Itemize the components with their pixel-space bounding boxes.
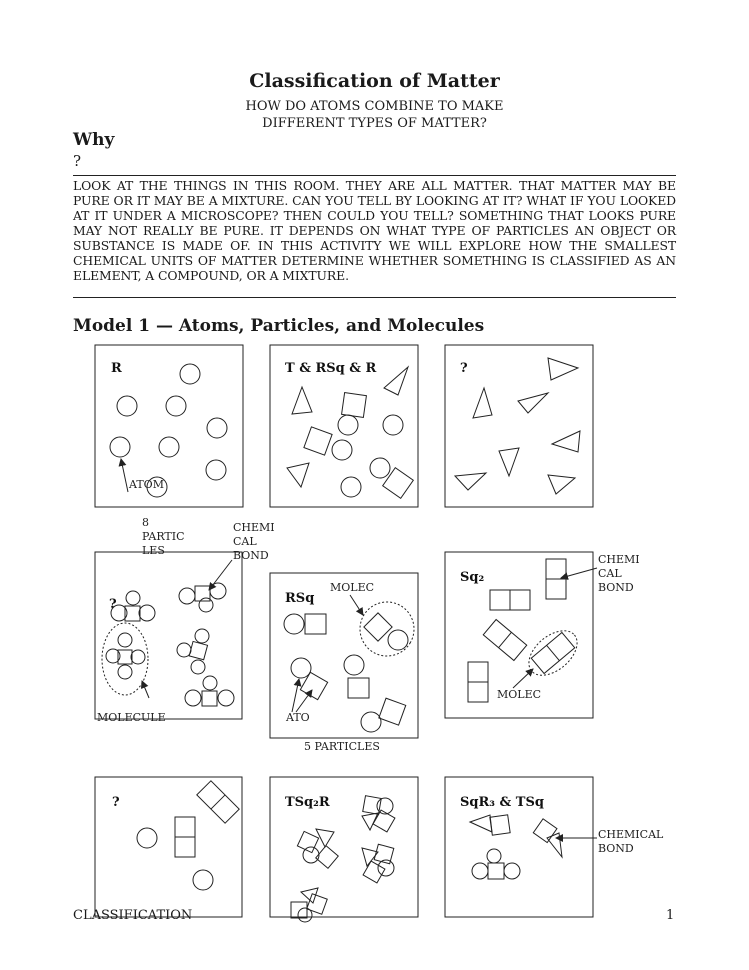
atom-r — [166, 396, 186, 416]
intro-paragraph: LOOK AT THE THINGS IN THIS ROOM. THEY ARE ALL MATTER. THAT MATTER MAY BE PURE OR IT MAY BE A MIXTURE. CAN YOU TELL BY LOOKING AT IT? WHAT IF YOU LOOKED AT IT UNDER A MICROSCOPE? THEN COULD YOU TELL? SOMETHING THAT LOOKS PURE MAY NOT REALLY BE PURE. IT DEPENDS ON WHAT TYPE OF PARTICLES AN OBJECT OR SUBSTANCE IS MADE OF. IN THIS ACTIVITY WE WILL EXPLORE HOW THE SMALLEST CHEMICAL UNITS OF MATTER DETERMINE WHETHER SOMETHING IS CLASSIFIED AS AN ELEMENT, A COMPOUND, OR A MIXTURE. — [73, 178, 676, 283]
triangle-t — [518, 393, 548, 413]
atom-r — [377, 798, 393, 814]
square-sq — [291, 902, 307, 918]
square-sq — [348, 678, 369, 698]
atom-r — [199, 598, 213, 612]
atom-r — [344, 655, 364, 675]
triangle-t — [384, 367, 408, 395]
atom-r — [177, 643, 191, 657]
square-sq — [383, 468, 414, 499]
box-compound-tsq2r — [270, 777, 418, 922]
atom-r — [118, 665, 132, 679]
molecule-ellipse — [350, 592, 424, 666]
molecule-ellipse — [102, 623, 148, 695]
box-element-t — [445, 345, 593, 507]
square-sq — [300, 672, 327, 699]
box-label: Sq₂ — [460, 570, 485, 585]
molecule-arrow — [142, 681, 149, 698]
box-label: ? — [109, 597, 117, 612]
box-label: ? — [460, 361, 468, 376]
atom-r — [191, 660, 205, 674]
triangle-t — [287, 463, 309, 487]
triangle-t — [473, 388, 492, 418]
atom-r — [361, 712, 381, 732]
box-mixture-r-sq2 — [95, 777, 242, 917]
atom-r — [206, 460, 226, 480]
square-sq — [374, 844, 394, 864]
square-sq — [364, 613, 392, 641]
triangle-t — [548, 475, 575, 494]
atom-r — [139, 605, 155, 621]
footer-section-name: CLASSIFICATION — [73, 908, 193, 923]
square-sq — [304, 427, 332, 455]
molecule-annotation: MOLECULE — [97, 711, 166, 724]
molec-1-arrow — [350, 595, 363, 615]
triangle-t — [548, 358, 578, 380]
atom-r — [284, 614, 304, 634]
square-sq — [307, 894, 328, 915]
bond-1-arrow — [209, 560, 232, 590]
box-label: TSq₂R — [285, 795, 330, 810]
atom-r — [370, 458, 390, 478]
atom-r — [126, 591, 140, 605]
model-heading: Model 1 — Atoms, Particles, and Molecules — [73, 316, 485, 336]
square-sq — [533, 819, 557, 843]
molec-2-arrow — [513, 669, 533, 688]
atom-r — [388, 630, 408, 650]
box-label: T & RSq & R — [285, 361, 377, 376]
bond-1-line-3: BOND — [233, 549, 269, 562]
box-mixture-t-rsq-r — [270, 345, 418, 507]
triangle-t — [470, 815, 492, 832]
atom-r — [137, 828, 157, 848]
bond-line — [211, 795, 225, 809]
subtitle-line-2: DIFFERENT TYPES OF MATTER? — [262, 116, 487, 131]
atom-r — [383, 415, 403, 435]
box-element-sq2 — [445, 552, 597, 718]
square-sq — [490, 815, 510, 835]
box-label: SqR₃ & TSq — [460, 795, 544, 810]
particles-5-annotation: 5 PARTICLES — [304, 740, 380, 753]
triangle-t — [292, 387, 312, 414]
box-label: ? — [112, 795, 120, 810]
atom-r — [203, 676, 217, 690]
atom-r — [341, 477, 361, 497]
triangle-t — [362, 813, 378, 830]
atom-r — [117, 396, 137, 416]
atom-r — [504, 863, 520, 879]
atom-r — [218, 690, 234, 706]
box-compound-molecules — [95, 552, 242, 719]
subtitle-line-1: HOW DO ATOMS COMBINE TO MAKE — [245, 99, 504, 114]
bond-3-line-2: BOND — [598, 842, 634, 855]
atom-r — [472, 863, 488, 879]
atom-r — [487, 849, 501, 863]
square-sq — [189, 641, 207, 659]
atom-r — [291, 658, 311, 678]
atom-r — [159, 437, 179, 457]
ato-arrow-1 — [292, 679, 299, 712]
particles-8-line-3: LES — [142, 544, 165, 557]
molec-1-annotation: MOLEC — [330, 581, 375, 594]
bond-2-line-1: CHEMI — [598, 553, 640, 566]
square-sq — [342, 393, 367, 418]
atom-r — [118, 633, 132, 647]
box-label: RSq — [285, 591, 315, 606]
atom-r — [179, 588, 195, 604]
why-heading: Why — [73, 130, 115, 150]
atom-arrow — [121, 459, 128, 492]
atom-r — [338, 415, 358, 435]
bond-1-line-1: CHEMI — [233, 521, 275, 534]
atom-r — [303, 847, 319, 863]
bond-1-line-2: CAL — [233, 535, 257, 548]
atom-r — [131, 650, 145, 664]
atom-r — [332, 440, 352, 460]
molec-2-annotation: MOLEC — [497, 688, 542, 701]
triangle-t — [499, 448, 519, 476]
ato-annotation: ATO — [286, 711, 310, 724]
footer-page-number: 1 — [666, 908, 675, 923]
square-sq — [363, 796, 382, 815]
atom-r — [193, 870, 213, 890]
atom-r — [185, 690, 201, 706]
bond-2-line-2: CAL — [598, 567, 622, 580]
bond-3-line-1: CHEMICAL — [598, 828, 664, 841]
particles-8-line-2: PARTIC — [142, 530, 185, 543]
square-sq — [305, 614, 326, 634]
square-sq — [297, 831, 318, 852]
square-sq — [202, 691, 217, 706]
bond-2-line-3: BOND — [598, 581, 634, 594]
atom-r — [195, 629, 209, 643]
atom-r — [180, 364, 200, 384]
atom-r — [110, 437, 130, 457]
page-title: Classification of Matter — [249, 70, 500, 92]
atom-annotation: ATOM — [129, 478, 164, 491]
bond-line — [499, 632, 512, 647]
triangle-t — [547, 833, 562, 857]
particles-8-line-1: 8 — [142, 516, 149, 529]
box-mixture-sqr3-tsq — [445, 777, 597, 917]
why-question-mark: ? — [73, 152, 82, 170]
bond-line — [547, 645, 560, 660]
square-sq — [488, 863, 504, 879]
triangle-t — [455, 473, 486, 490]
box-label: R — [111, 361, 122, 376]
ato-arrow-2 — [296, 690, 312, 712]
triangle-t — [552, 431, 580, 452]
atom-r — [298, 908, 312, 922]
box-frame — [95, 552, 242, 719]
atom-r — [207, 418, 227, 438]
square-sq — [379, 698, 406, 725]
box-element-r — [95, 345, 243, 507]
